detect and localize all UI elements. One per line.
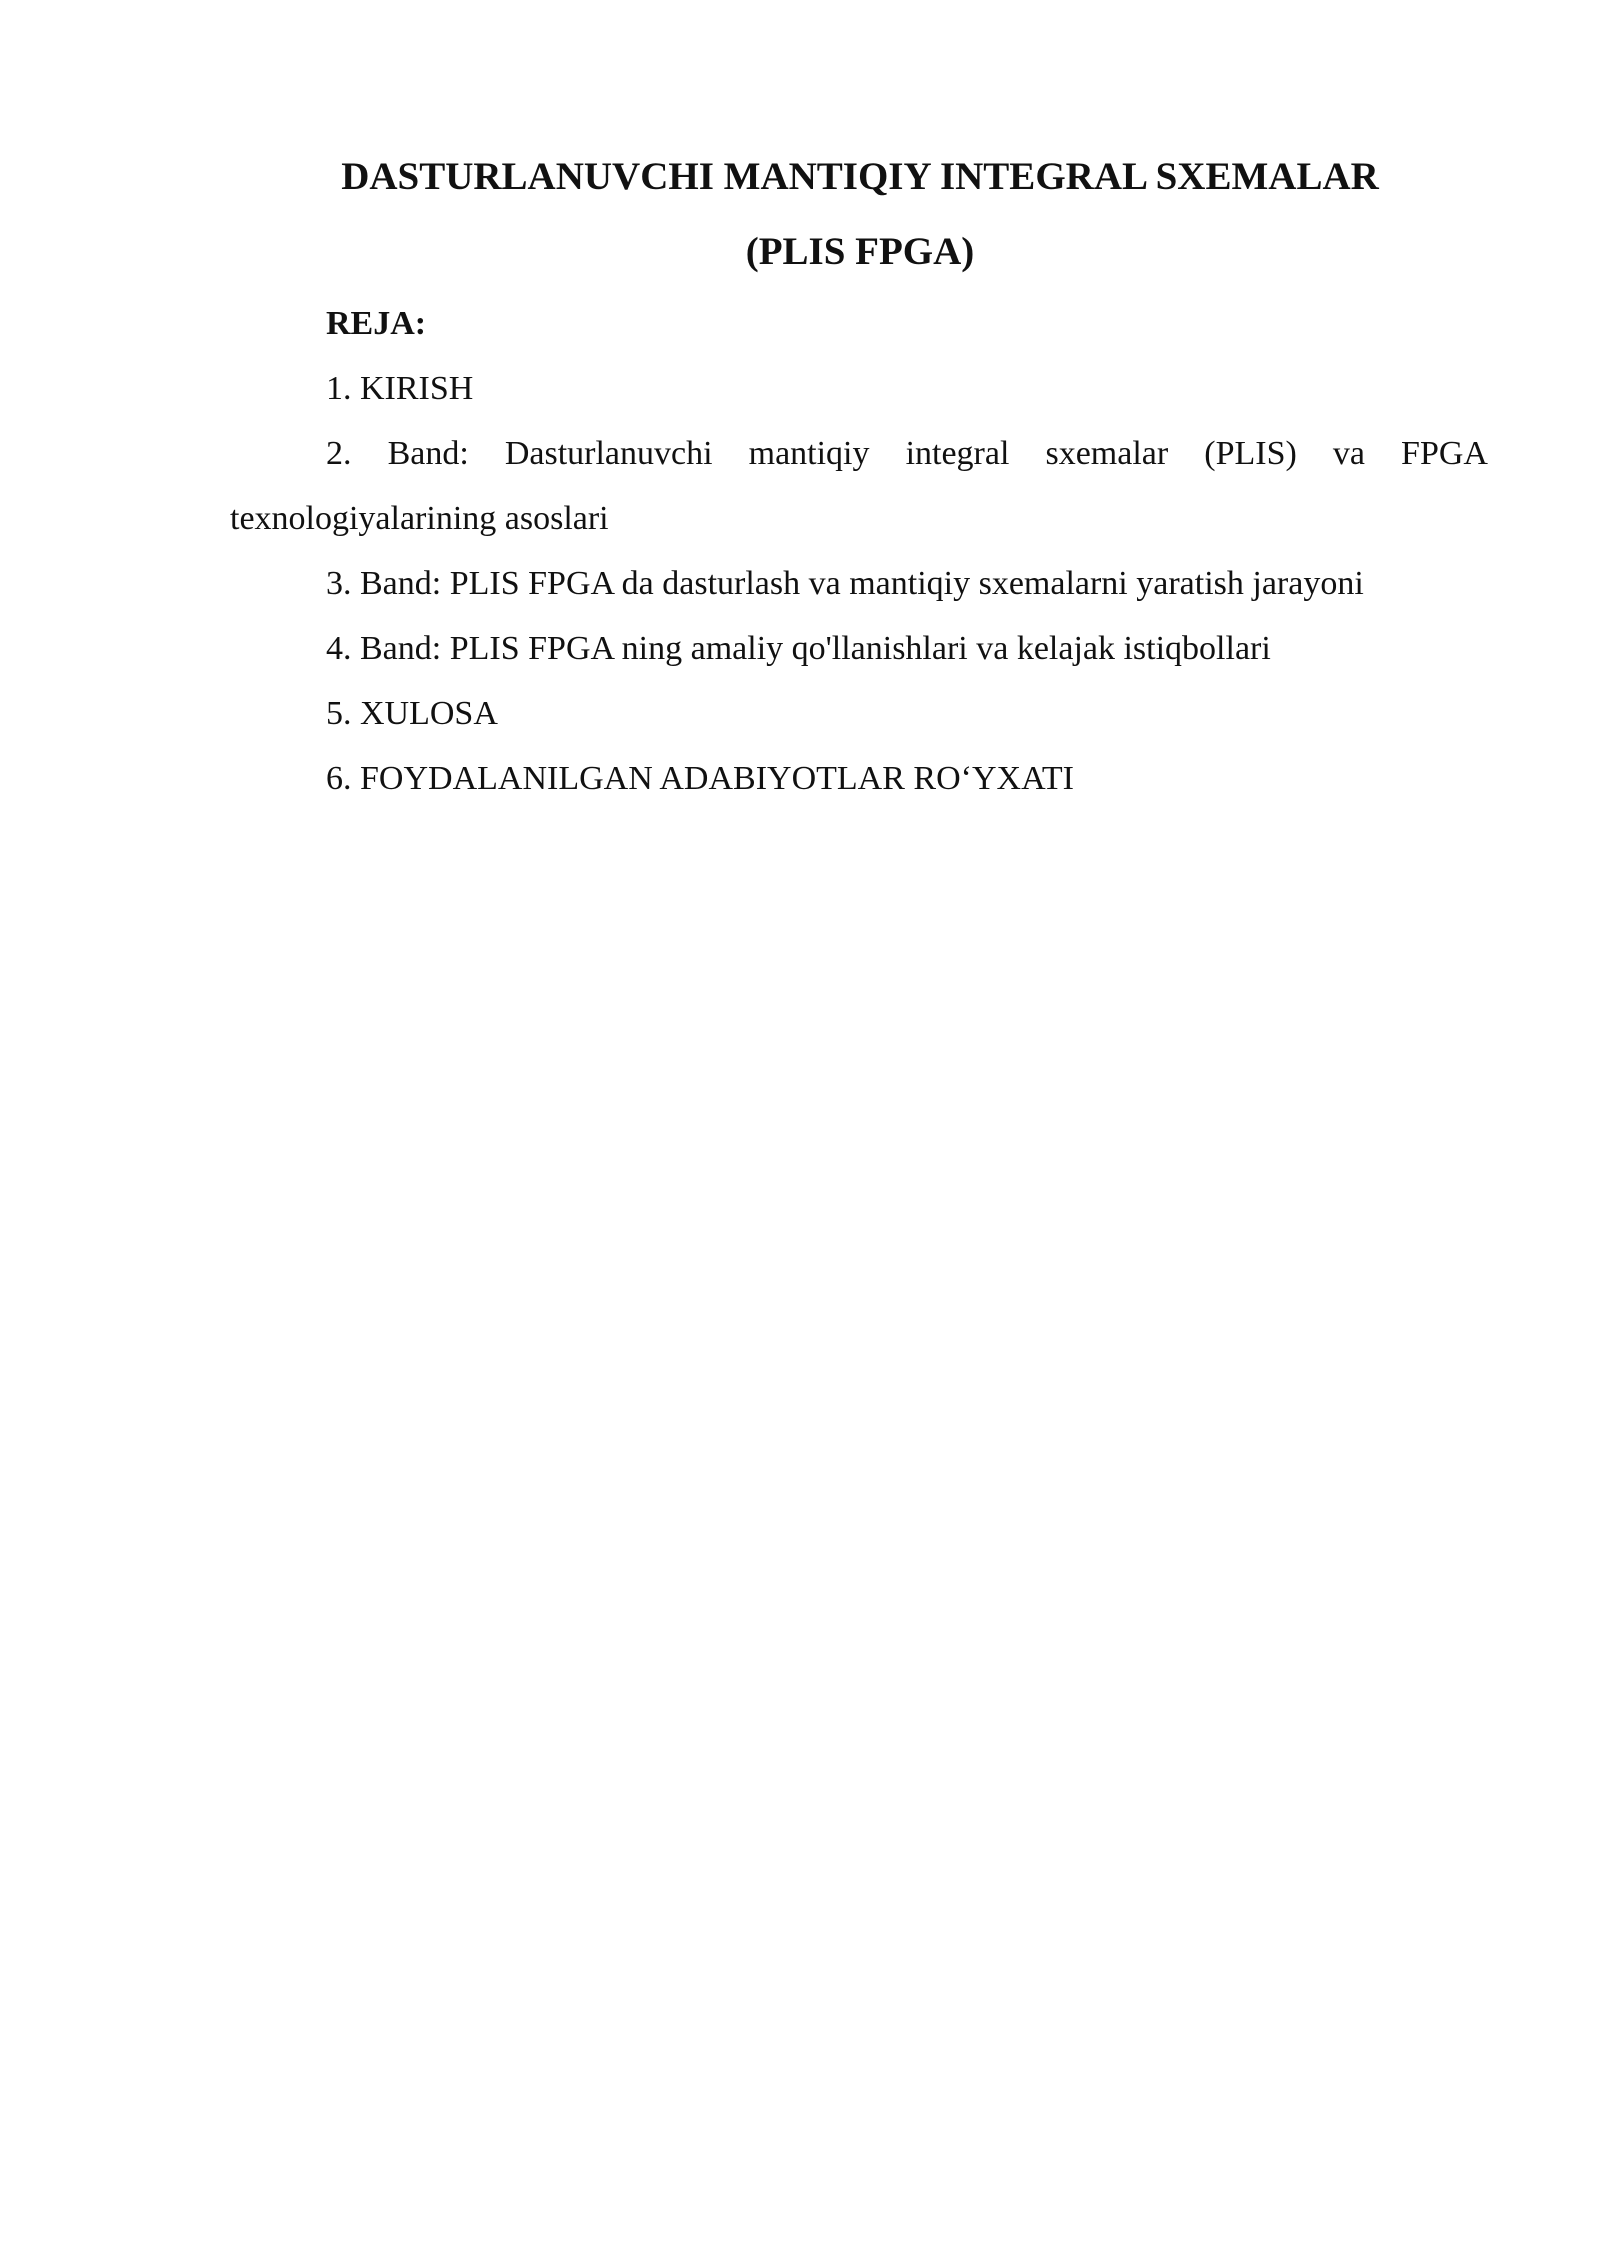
plan-item-2-first-line xyxy=(326,434,1488,474)
plan-item-3: 3. Band: PLIS FPGA da dasturlash va mantiqiy sxemalarni yaratish jarayoni xyxy=(326,565,1364,602)
plan-item-2-word: (PLIS) xyxy=(1204,435,1297,472)
plan-item-2-word: FPGA xyxy=(1401,435,1488,472)
plan-item-2-continuation: texnologiyalarining asoslari xyxy=(230,500,609,537)
plan-item-2-word: mantiqiy xyxy=(748,435,870,472)
plan-item-2-word: sxemalar xyxy=(1045,435,1169,472)
plan-item-5: 5. XULOSA xyxy=(326,695,498,732)
document-title-line-2: (PLIS FPGA) xyxy=(745,230,975,273)
plan-item-2-word: va xyxy=(1332,435,1365,472)
plan-item-4: 4. Band: PLIS FPGA ning amaliy qo'llanishlari va kelajak istiqbollari xyxy=(326,630,1271,667)
plan-heading: REJA: xyxy=(326,305,427,342)
document-title-line-1: DASTURLANUVCHI MANTIQIY INTEGRAL SXEMALAR xyxy=(341,155,1379,198)
plan-item-2-word: Band: xyxy=(387,435,469,472)
plan-item-2-word: Dasturlanuvchi xyxy=(504,435,713,472)
plan-item-1: 1. KIRISH xyxy=(326,370,474,407)
plan-item-2-word: 2. xyxy=(326,435,352,472)
plan-item-2-word: integral xyxy=(905,435,1010,472)
plan-item-6: 6. FOYDALANILGAN ADABIYOTLAR RO‘YXATI xyxy=(326,760,1074,797)
